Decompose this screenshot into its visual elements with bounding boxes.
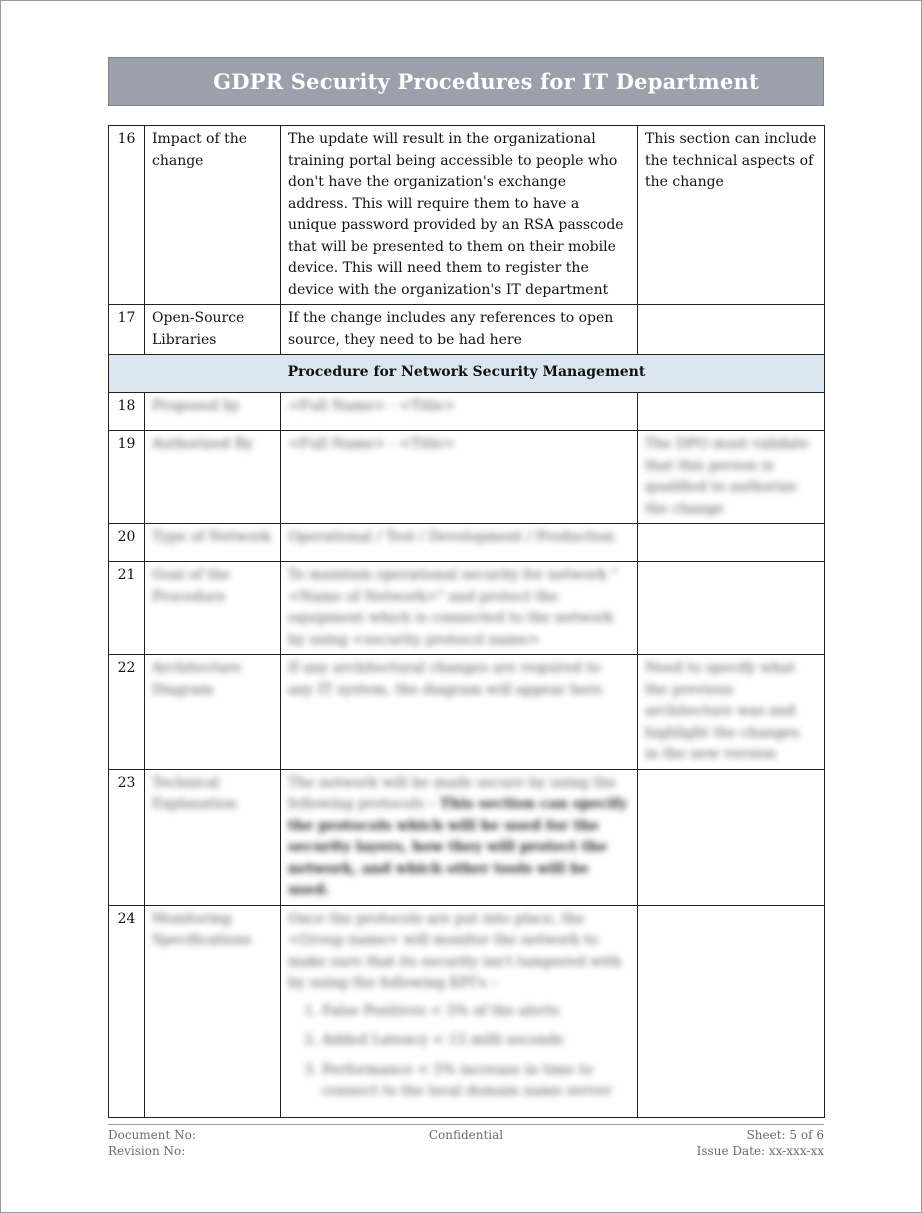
row-note <box>638 769 825 905</box>
content-text: Once the protocols are put into place, the <Group name> will monitor the network to make sure that its security isn't tampered with by using the following KPI's – <box>288 910 622 991</box>
document-header <box>108 57 824 106</box>
content-emphasis: This section can specify the protocols which will be used for the security layers, how they will protect the network, and which other tools will be used. <box>288 796 628 898</box>
list-item: 2. Added Latency < 15 milli seconds <box>322 1030 630 1052</box>
table-row <box>109 431 825 524</box>
row-content: If the change includes any references to open source, they need to be had here <box>281 305 638 355</box>
row-number: 17 <box>109 305 145 355</box>
sheet-number: Sheet: 5 of 6 <box>746 1128 824 1142</box>
list-item: 1. False Positives < 5% of the alerts <box>322 1001 630 1023</box>
row-note <box>638 305 825 355</box>
kpi-list <box>288 1001 630 1103</box>
row-content: <Full Name> - <Title> <box>281 431 638 524</box>
row-content: Operational / Test / Development / Production <box>281 524 638 562</box>
row-note: Need to specify what the previous architecture was and highlight the changes in the new version <box>638 655 825 770</box>
document-footer <box>108 1124 824 1159</box>
table-row <box>109 562 825 655</box>
table-row <box>109 126 825 305</box>
row-label: Monitoring Specifications <box>145 905 281 1117</box>
row-label: Proposed by <box>145 393 281 431</box>
row-content <box>281 769 638 905</box>
table-row <box>109 393 825 431</box>
row-number: 16 <box>109 126 145 305</box>
issue-date: Issue Date: xx-xxx-xx <box>696 1144 824 1158</box>
row-label: Open-Source Libraries <box>145 305 281 355</box>
list-item: 3. Performance < 5% increase in time to connect to the local domain name server <box>322 1060 630 1103</box>
table-row <box>109 655 825 770</box>
section-header-row <box>109 355 825 393</box>
row-number: 21 <box>109 562 145 655</box>
footer-spacer <box>348 1143 584 1159</box>
table-row <box>109 524 825 562</box>
row-note <box>638 524 825 562</box>
table-row <box>109 905 825 1117</box>
table-row <box>109 769 825 905</box>
row-note: The DPO must validate that this person is qualified to authorize the change <box>638 431 825 524</box>
document-number: Document No: <box>108 1128 196 1142</box>
confidential-label: Confidential <box>428 1128 504 1142</box>
row-label: Technical Explanation <box>145 769 281 905</box>
row-note <box>638 905 825 1117</box>
row-note <box>638 393 825 431</box>
revision-number: Revision No: <box>108 1144 186 1158</box>
row-number: 19 <box>109 431 145 524</box>
row-number: 23 <box>109 769 145 905</box>
section-title: Procedure for Network Security Management <box>109 355 825 393</box>
content-plain: The network will be made secure by using the following protocols – <box>288 774 617 812</box>
row-number: 24 <box>109 905 145 1117</box>
row-label: Architecture Diagram <box>145 655 281 770</box>
row-number: 18 <box>109 393 145 431</box>
row-note <box>638 562 825 655</box>
row-number: 22 <box>109 655 145 770</box>
row-number: 20 <box>109 524 145 562</box>
document-title: GDPR Security Procedures for IT Department <box>213 69 759 94</box>
procedure-table <box>108 125 825 1118</box>
row-label: Impact of the change <box>145 126 281 305</box>
row-content: If any architectural changes are required to any IT system, the diagram will appear here <box>281 655 638 770</box>
row-content: The update will result in the organizational training portal being accessible to people who don't have the organization's exchange address. This will require them to have a unique password provided by an RSA passcode that will be presented to them on their mobile device. This will need them to register the device with the organization's IT department <box>281 126 638 305</box>
table-row <box>109 305 825 355</box>
row-content: To maintain operational security for network "<Name of Network>" and protect the equipment which is connected to the network by using <security protocol name> <box>281 562 638 655</box>
row-label: Authorized By <box>145 431 281 524</box>
row-content <box>281 905 638 1117</box>
row-note: This section can include the technical aspects of the change <box>638 126 825 305</box>
row-label: Goal of the Procedure <box>145 562 281 655</box>
row-content: <Full Name> - <Title> <box>281 393 638 431</box>
row-label: Type of Network <box>145 524 281 562</box>
